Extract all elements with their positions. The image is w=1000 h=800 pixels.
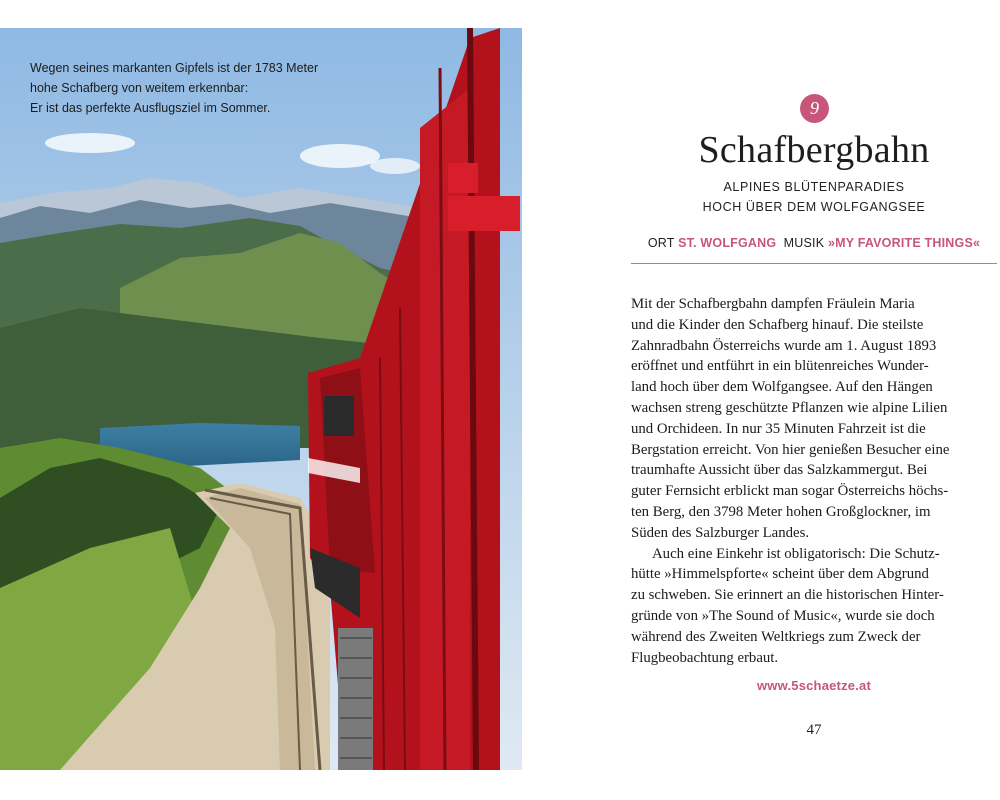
body-line: Flugbeobachtung erbaut. (631, 649, 779, 666)
subtitle-line: ALPINES BLÜTENPARADIES (723, 180, 905, 194)
article-body (631, 294, 1000, 668)
divider (631, 263, 997, 264)
chapter-number-badge: 9 (800, 94, 829, 123)
ort-label: ORT (647, 236, 675, 250)
body-line: Süden des Salzburger Landes. (631, 524, 810, 541)
caption-line: Wegen seines markanten Gipfels ist der 1783 Meter (30, 61, 319, 75)
website-link[interactable]: www.5schaetze.at (757, 678, 871, 693)
body-line: Bergstation erreicht. Von hier genießen Besucher eine (631, 441, 950, 458)
ort-value: ST. WOLFGANG (678, 236, 777, 250)
body-line: und die Kinder den Schafberg hinauf. Die steilste (631, 316, 924, 333)
body-line: gründe von »The Sound of Music«, wurde sie doch (631, 607, 935, 624)
body-line: Zahnradbahn Österreichs wurde am 1. August 1893 (631, 337, 937, 354)
musik-label: MUSIK (783, 236, 825, 250)
subtitle-line: HOCH ÜBER DEM WOLFGANGSEE (702, 200, 926, 214)
body-line: guter Fernsicht erblickt man sogar Österreichs höchs- (631, 483, 949, 500)
body-line: eröffnet und entführt in ein blütenreiches Wunder- (631, 358, 929, 375)
photo-caption (30, 58, 360, 118)
body-line: Auch eine Einkehr ist obligatorisch: Die Schutz- (652, 545, 940, 562)
body-line: wachsen streng geschützte Pflanzen wie alpine Lilien (631, 399, 948, 416)
body-line: land hoch über dem Wolfgangsee. Auf den Hängen (631, 379, 933, 396)
photo-illustration (0, 28, 522, 770)
body-line: zu schweben. Sie erinnert an die historischen Hinter- (631, 587, 944, 604)
musik-value: »MY FAVORITE THINGS« (827, 236, 981, 250)
body-line: hütte »Himmelspforte« scheint über dem Abgrund (631, 566, 929, 583)
article-meta (630, 236, 998, 250)
body-line: Mit der Schafbergbahn dampfen Fräulein Maria (631, 296, 915, 312)
body-line: und Orchideen. In nur 35 Minuten Fahrzeit ist die (631, 420, 926, 437)
photo-schafbergbahn (0, 28, 522, 770)
page-number: 47 (806, 722, 822, 738)
article-title: Schafbergbahn (698, 129, 930, 171)
body-line: ten Berg, den 3798 Meter hohen Großglockner, im (631, 503, 931, 520)
body-line: während des Zweiten Weltkriegs zum Zweck der (631, 628, 921, 645)
caption-line: Er ist das perfekte Ausflugsziel im Sommer. (30, 101, 271, 115)
caption-line: hohe Schafberg von weitem erkennbar: (30, 81, 249, 95)
body-line: traumhafte Aussicht über das Salzkammergut. Bei (631, 462, 928, 479)
article-subtitle (630, 177, 998, 217)
